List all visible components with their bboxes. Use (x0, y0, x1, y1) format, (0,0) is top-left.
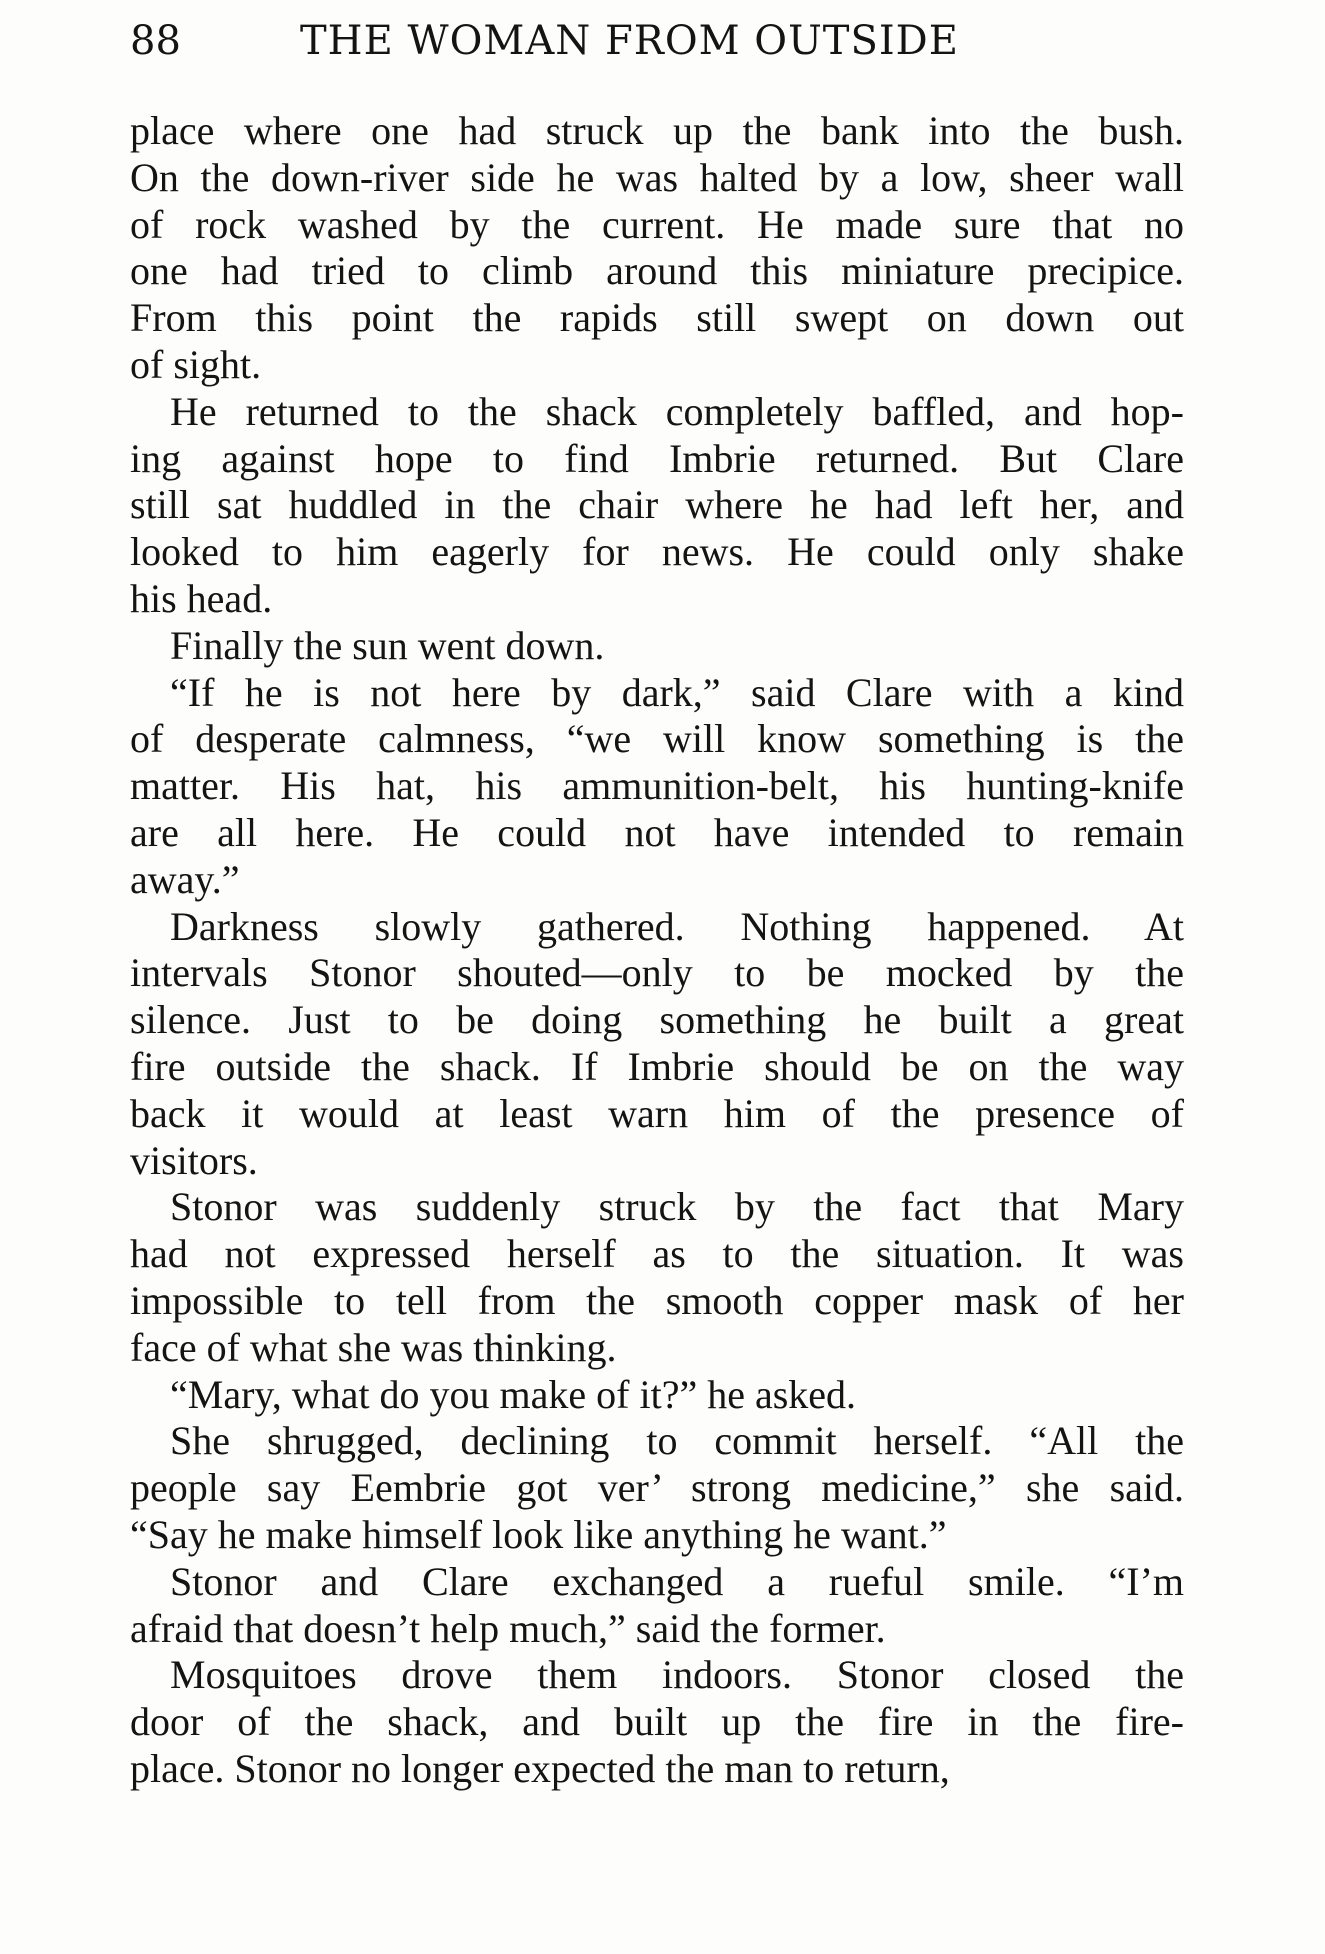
text-line: “Mary, what do you make of it?” he asked. (170, 1371, 857, 1417)
text-line: ing against hope to find Imbrie returned. But Clare (130, 435, 1184, 481)
text-line: are all here. He could not have intended to remain (130, 809, 1184, 855)
text-line: “If he is not here by dark,” said Clare with a kind (170, 669, 1184, 715)
text-line: his head. (130, 575, 273, 621)
paragraph (130, 1184, 1184, 1371)
paragraph (130, 108, 1184, 389)
paragraph (130, 904, 1184, 1185)
text-line: Darkness slowly gathered. Nothing happened. At (170, 903, 1184, 949)
text-line: matter. His hat, his ammunition-belt, his hunting-knife (130, 763, 1184, 809)
paragraph (130, 670, 1184, 904)
text-line: intervals Stonor shouted—only to be mocked by the (130, 950, 1184, 996)
text-line: door of the shack, and built up the fire in the fire- (130, 1699, 1184, 1745)
running-head (130, 18, 1030, 78)
text-line: Finally the sun went down. (170, 622, 605, 668)
text-line: had not expressed herself as to the situation. It was (130, 1231, 1184, 1277)
text-line: of rock washed by the current. He made sure that no (130, 201, 1184, 247)
text-line: of desperate calmness, “we will know something is the (130, 716, 1184, 762)
page-number: 88 (130, 18, 181, 64)
running-title: THE WOMAN FROM OUTSIDE (300, 18, 959, 64)
paragraph (130, 1372, 1184, 1419)
text-line: Mosquitoes drove them indoors. Stonor closed the (170, 1652, 1184, 1698)
paragraph (130, 1652, 1184, 1792)
text-line: Stonor and Clare exchanged a rueful smile. “I’m (170, 1558, 1184, 1604)
text-line: of sight. (130, 341, 262, 387)
text-line: away.” (130, 856, 240, 902)
paragraph (130, 389, 1184, 623)
text-line: looked to him eagerly for news. He could only shake (130, 529, 1184, 575)
text-line: silence. Just to be doing something he built a great (130, 997, 1184, 1043)
paragraph (130, 1559, 1184, 1653)
paragraph (130, 623, 1184, 670)
text-line: still sat huddled in the chair where he had left her, and (130, 482, 1184, 528)
text-line: place where one had struck up the bank into the bush. (130, 108, 1184, 153)
body-text (130, 108, 1184, 1793)
text-line: He returned to the shack completely baffled, and hop- (170, 388, 1184, 434)
text-line: visitors. (130, 1137, 258, 1183)
text-line: afraid that doesn’t help much,” said the former. (130, 1605, 886, 1651)
text-line: Stonor was suddenly struck by the fact that Mary (170, 1184, 1184, 1230)
text-line: back it would at least warn him of the presence of (130, 1090, 1184, 1136)
text-line: one had tried to climb around this miniature precipice. (130, 248, 1184, 294)
paragraph (130, 1418, 1184, 1558)
text-line: She shrugged, declining to commit herself. “All the (170, 1418, 1184, 1464)
text-line: “Say he make himself look like anything he want.” (130, 1511, 947, 1557)
text-line: people say Eembrie got ver’ strong medicine,” she said. (130, 1465, 1184, 1511)
text-line: face of what she was thinking. (130, 1324, 617, 1370)
text-line: On the down-river side he was halted by a low, sheer wall (130, 154, 1184, 200)
text-line: impossible to tell from the smooth copper mask of her (130, 1277, 1184, 1323)
text-line: From this point the rapids still swept on down out (130, 295, 1184, 341)
text-line: place. Stonor no longer expected the man to return, (130, 1745, 950, 1791)
text-line: fire outside the shack. If Imbrie should be on the way (130, 1043, 1184, 1089)
